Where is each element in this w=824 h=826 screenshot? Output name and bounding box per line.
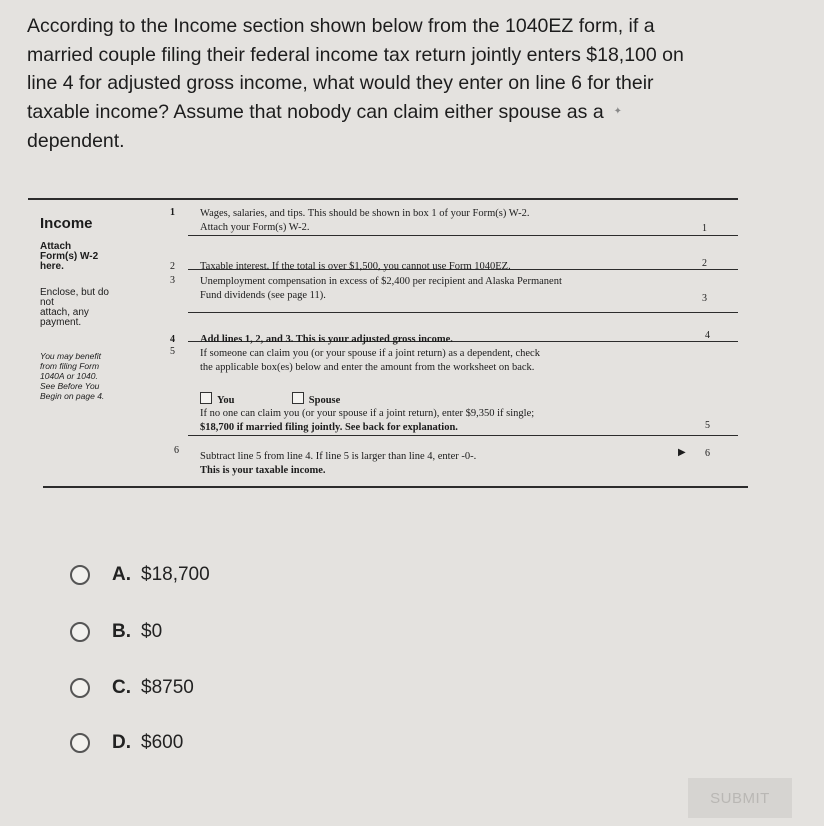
dependent-checkboxes: You Spouse <box>200 392 340 406</box>
line-number: 5 <box>170 346 175 357</box>
option-b[interactable] <box>70 617 330 647</box>
option-d-label: D. $600 <box>112 732 184 753</box>
line-ref: 2 <box>702 258 707 269</box>
sidebar-enclose: Enclose, but do not attach, any payment. <box>40 287 109 328</box>
question-line: dependent. <box>27 129 125 152</box>
line-5-text-top: If someone can claim you (or your spouse if a joint return) as a dependent, check the applicable box(es) below and enter the amount from the worksheet on back. <box>200 348 540 373</box>
rule <box>188 235 738 236</box>
rule <box>188 312 738 313</box>
option-a-label: A. $18,700 <box>112 564 210 585</box>
arrow-right-icon: ▶ <box>678 447 686 458</box>
line-ref: 3 <box>702 293 707 304</box>
section-title: Income <box>40 215 93 232</box>
question-line: married couple filing their federal income tax return jointly enters $18,100 on <box>27 43 684 66</box>
rule <box>188 435 738 436</box>
line-number: 6 <box>174 445 179 456</box>
rule <box>43 486 748 488</box>
line-number: 3 <box>170 275 175 286</box>
pin-icon: ✦ <box>613 106 623 118</box>
line-ref: 1 <box>702 223 707 234</box>
sidebar-benefit: You may benefit from filing Form 1040A or 1040. See Before You Begin on page 4. <box>40 351 105 401</box>
line-ref: 5 <box>705 420 710 431</box>
you-checkbox <box>200 392 212 404</box>
radio-button-a[interactable] <box>70 565 90 585</box>
option-c-label: C. $8750 <box>112 677 194 698</box>
line-4-text: Add lines 1, 2, and 3. This is your adjusted gross income. <box>200 334 453 345</box>
line-number: 2 <box>170 261 175 272</box>
line-5-text-bottom: If no one can claim you (or your spouse if a joint return), enter $9,350 if single; $18,700 if married filing jointly. See back for explanation. <box>200 408 535 433</box>
form-1040ez-income-image <box>28 195 748 495</box>
line-3-text: Unemployment compensation in excess of $2,400 per recipient and Alaska Permanent Fund dividends (see page 11). <box>200 276 562 301</box>
option-a[interactable] <box>70 560 330 590</box>
line-2-text: Taxable interest. If the total is over $1,500, you cannot use Form 1040EZ. <box>200 261 511 272</box>
question-line: line 4 for adjusted gross income, what would they enter on line 6 for their <box>27 72 654 94</box>
question-line: taxable income? Assume that nobody can claim either spouse as a ✦ <box>27 100 623 123</box>
radio-button-c[interactable] <box>70 678 90 698</box>
line-ref: 6 <box>705 448 710 459</box>
sidebar-attach: Attach Form(s) W-2 here. <box>40 241 99 272</box>
line-1-text: Wages, salaries, and tips. This should be shown in box 1 of your Form(s) W-2. Attach your Form(s) W-2. <box>200 208 530 233</box>
radio-button-b[interactable] <box>70 622 90 642</box>
question-line: According to the Income section shown below from the 1040EZ form, if a <box>27 15 655 37</box>
option-b-label: B. $0 <box>112 621 163 642</box>
line-6-text: Subtract line 5 from line 4. If line 5 is larger than line 4, enter -0-. This is your taxable income. <box>200 451 477 476</box>
option-d[interactable] <box>70 728 330 758</box>
option-c[interactable] <box>70 673 330 703</box>
line-number: 4 <box>170 334 175 345</box>
question-text <box>27 12 767 155</box>
line-number: 1 <box>170 207 175 218</box>
spouse-checkbox <box>292 392 304 404</box>
line-ref: 4 <box>705 330 710 341</box>
rule <box>28 198 738 200</box>
submit-button[interactable]: SUBMIT <box>688 778 792 818</box>
radio-button-d[interactable] <box>70 733 90 753</box>
